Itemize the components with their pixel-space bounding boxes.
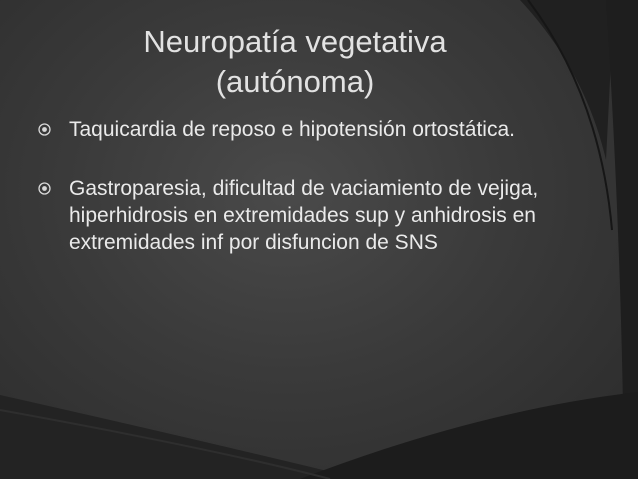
title-line-1: Neuropatía vegetativa [143, 24, 447, 59]
bullet-list [38, 116, 558, 288]
bullet-text: Gastroparesia, dificultad de vaciamiento de vejiga, hiperhidrosis en extremidades sup y anhidrosis en extremidades inf por disfuncion de SNS [69, 177, 539, 254]
bottom-right-curve-panel [300, 392, 638, 479]
bottom-left-curve-panel [0, 395, 360, 479]
circled-dot-icon [38, 123, 51, 136]
title-line-2: (autónoma) [215, 64, 375, 99]
bullet-text: Taquicardia de reposo e hipotensión ortostática. [69, 118, 515, 141]
slide-title [40, 22, 550, 102]
bullet-item [38, 175, 558, 256]
circled-dot-icon [38, 182, 51, 195]
bullet-item [38, 116, 558, 143]
